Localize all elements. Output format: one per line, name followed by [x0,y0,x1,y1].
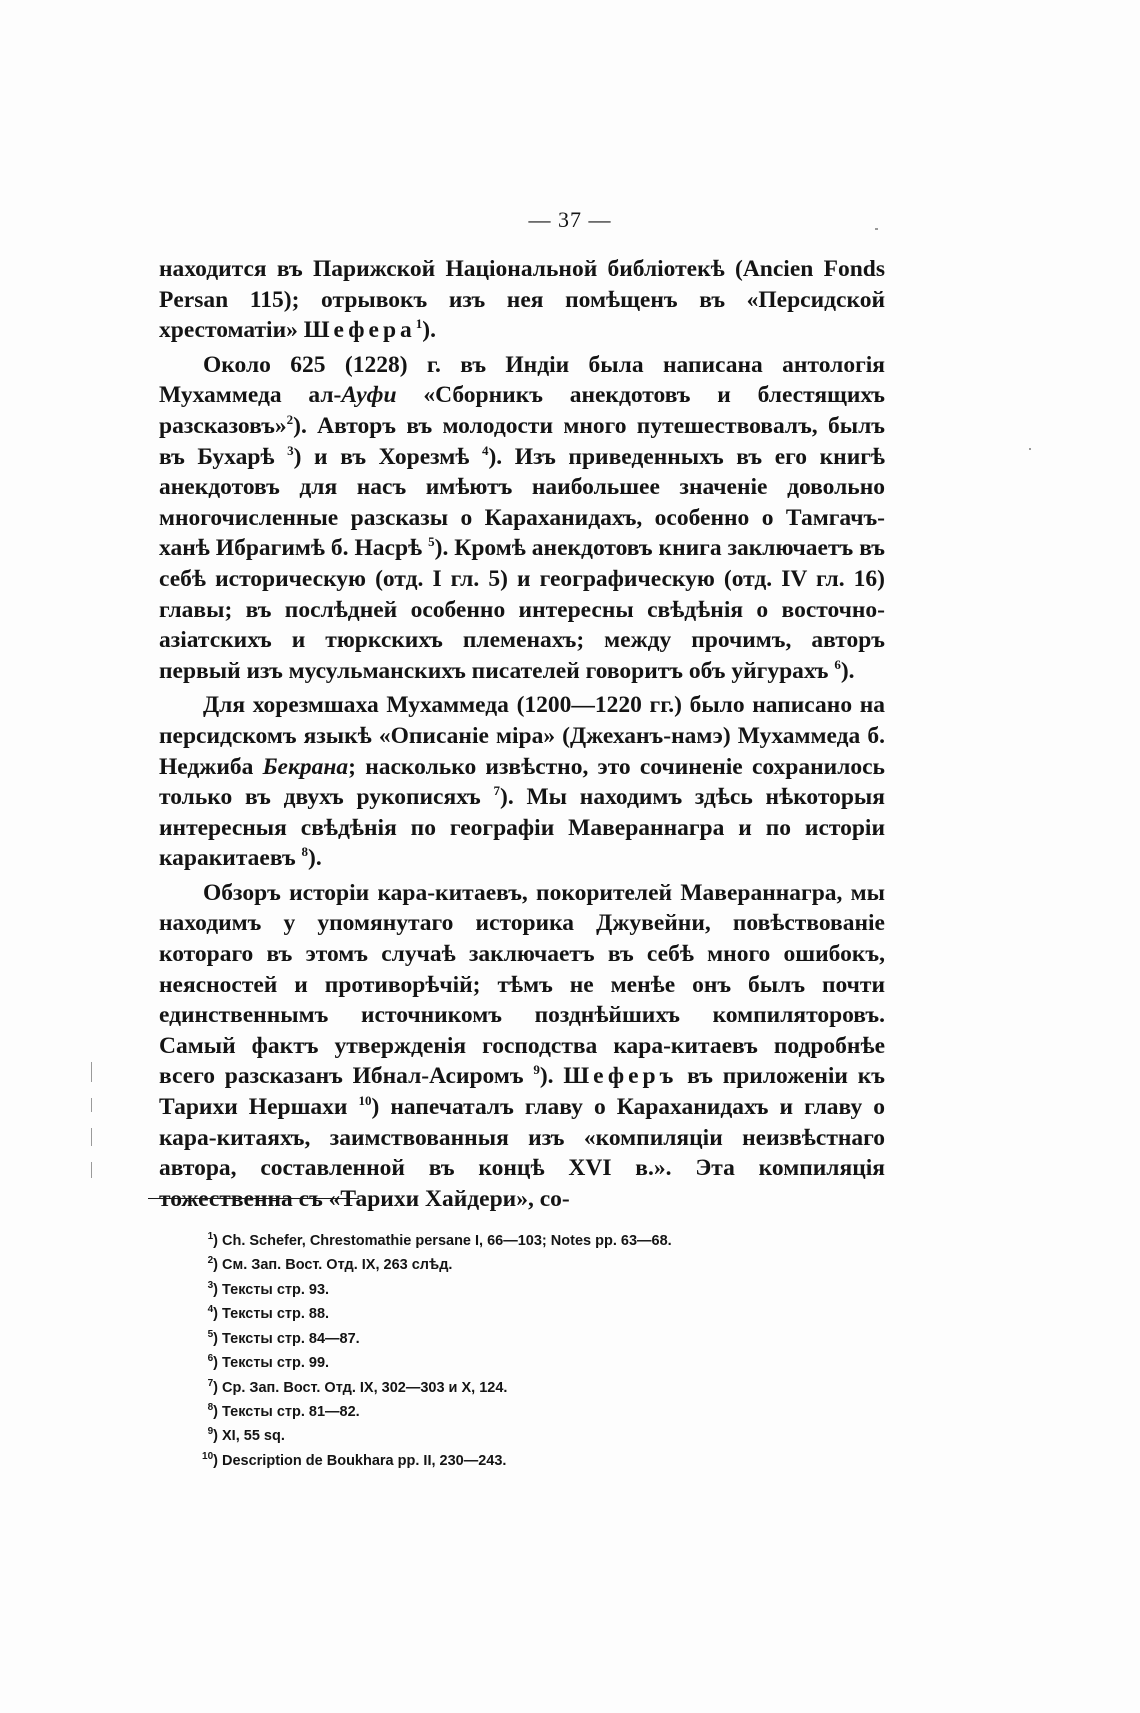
footnote [196,1325,896,1349]
footnotes [196,1227,896,1471]
footnote-number: 6 [207,1353,214,1365]
footnote-mark: $^1$) [207,1231,218,1249]
scan-artifact [91,1062,92,1082]
footnote-text: Description de Boukhara pp. II, 230—243. [222,1452,507,1469]
footnote-reference: 5 [428,534,435,550]
footnote-reference: 10 [358,1093,372,1109]
text-run: въ приложеніи къ Тарихи Нершахи [159,1063,885,1121]
text-run: ). [308,845,322,872]
paragraph [159,878,885,1215]
footnote-reference: 7 [493,783,501,799]
footnote-number: 5 [207,1328,214,1340]
footnote-mark: $^5$) [207,1328,218,1347]
paragraph [159,690,885,874]
footnote-number: 4 [207,1304,214,1316]
footnote [196,1300,896,1324]
text-run: ) и въ Хорезмѣ [293,443,482,470]
footnote-number: 2 [207,1255,214,1267]
footnote-reference: 4 [481,442,489,458]
footnote-reference: 8 [301,844,309,860]
text-run: ; насколько извѣстно, это сочиненіе сохранилось только въ двухъ рукописяхъ [159,753,885,811]
footnote-separator [148,1198,359,1199]
text-run: ). Кромѣ анекдотовъ книга заключаетъ въ себѣ историческую (отд. I гл. 5) и географическую (отд. IV гл. 16) главы; въ послѣдней особенно интересны свѣдѣнія о восточно-азіатскихъ и тюркскихъ племенахъ; между прочимъ, авторъ первый изъ мусульманскихъ писателей говоритъ объ уйгурахъ [159,535,885,684]
footnote-mark: $^4$) [207,1304,218,1323]
text-run: Около 625 (1228) г. въ Индіи была написана антологія Мухаммеда ал- [159,351,885,409]
footnote [196,1276,896,1300]
italic-name: Бекрана [262,753,349,780]
text-run: ). [539,1063,564,1090]
text-run: Для хорезмшаха Мухаммеда (1200—1220 гг.) было написано на персидскомъ языкѣ «Описаніе міра» (Джеханъ-намэ) Мухаммеда б. Неджиба [159,692,885,780]
footnote-text: Тексты стр. 93. [222,1281,330,1298]
footnote-mark: $^9$) [207,1426,218,1445]
footnote-mark: $^{10}$) [202,1450,218,1469]
footnote [196,1398,896,1422]
text-run: находится въ Парижской Національной библіотекѣ (Ancien Fonds Persan 115); отрывокъ изъ нея помѣщенъ въ «Персидской хрестоматіи» [159,256,885,344]
footnote-reference: 6 [834,656,841,672]
footnote-reference: 1 [415,316,423,332]
text-run: ). Изъ приведенныхъ въ его книгѣ анекдотовъ для насъ имѣютъ наибольшее значеніе довольно многочисленные разсказы о Караханидахъ, особенно о Тамгачъ-ханѣ Ибрагимѣ б. Насрѣ [159,443,886,562]
footnote-number: 8 [207,1401,214,1413]
footnote-text: Тексты стр. 88. [222,1306,330,1323]
footnote-number: 1 [207,1231,214,1242]
main-text [159,254,885,1214]
footnote [196,1251,896,1275]
footnote-text: Ch. Schefer, Chrestomathie persane I, 66—103; Notes pp. 63—68. [222,1232,672,1249]
text-run: ) напечаталъ главу о Караханидахъ и главу о кара-китаяхъ, заимствованныя изъ «компиляціи неизвѣстнаго автора, составленной въ концѣ XVI в.». Эта компиляція тожественна съ «Тарихи Хайдери», со- [159,1094,885,1212]
text-run: «Сборникъ анекдотовъ и блестящихъ разсказовъ» [159,382,885,439]
footnote [196,1227,896,1251]
footnote [196,1374,896,1398]
footnote-reference: 9 [533,1062,540,1078]
page-number: — 37 — [528,207,612,232]
spaced-name: Шефера [303,317,416,344]
footnote-text: Ср. Зап. Вост. Отд. IX, 302—303 и X, 124. [222,1379,508,1396]
footnote [196,1422,896,1446]
footnote-text: Тексты стр. 99. [222,1354,330,1371]
footnote-mark: $^2$) [207,1255,218,1274]
footnote-reference: 3 [287,442,294,458]
scan-artifact [875,228,878,230]
footnote-mark: $^7$) [207,1377,218,1396]
footnote-number: 3 [207,1279,214,1291]
spaced-name: Шеферъ [563,1063,678,1090]
text-run: ). Авторъ въ молодости много путешествовалъ, былъ въ Бухарѣ [159,412,885,470]
text-run: ). [422,317,436,344]
footnote-text: См. Зап. Вост. Отд. IX, 263 слѣд. [222,1257,453,1274]
text-run: Обзоръ исторіи кара-китаевъ, покорителей Мавераннагра, мы находимъ у упомянутаго историка Джувейни, повѣствованіе котораго въ этомъ случаѣ заключаетъ въ себѣ много ошибокъ, неясностей и противорѣчій; тѣмъ не менѣе онъ былъ почти единственнымъ источникомъ позднѣйшихъ компиляторовъ. Самый фактъ утвержденія господства кара-китаевъ подробнѣе всего разсказанъ Ибнал-Асиромъ [159,879,885,1090]
scan-artifact [1029,448,1031,450]
paragraph [159,350,885,687]
footnote-mark: $^3$) [207,1279,218,1298]
footnote-text: Тексты стр. 84—87. [222,1330,360,1347]
scan-artifact [91,1162,92,1178]
footnote-number: 9 [207,1426,214,1438]
footnote [196,1447,896,1471]
footnote-text: XI, 55 sq. [222,1428,285,1445]
footnote-mark: $^8$) [207,1401,218,1420]
text-run: ). [840,657,855,684]
footnote-number: 7 [207,1377,214,1389]
footnote-text: Тексты стр. 81—82. [222,1403,360,1420]
footnote-mark: $^6$) [207,1353,218,1371]
footnote [196,1349,896,1373]
footnote-reference: 2 [286,412,294,428]
scan-artifact [91,1098,92,1112]
text-run: ). Мы находимъ здѣсь нѣкоторыя интересныя свѣдѣнія по географіи Мавераннагра и по исторіи каракитаевъ [159,784,885,872]
italic-name: Ауфи [341,382,397,409]
footnote-number: 10 [202,1450,214,1462]
paragraph [159,254,885,346]
scan-artifact [91,1128,92,1146]
